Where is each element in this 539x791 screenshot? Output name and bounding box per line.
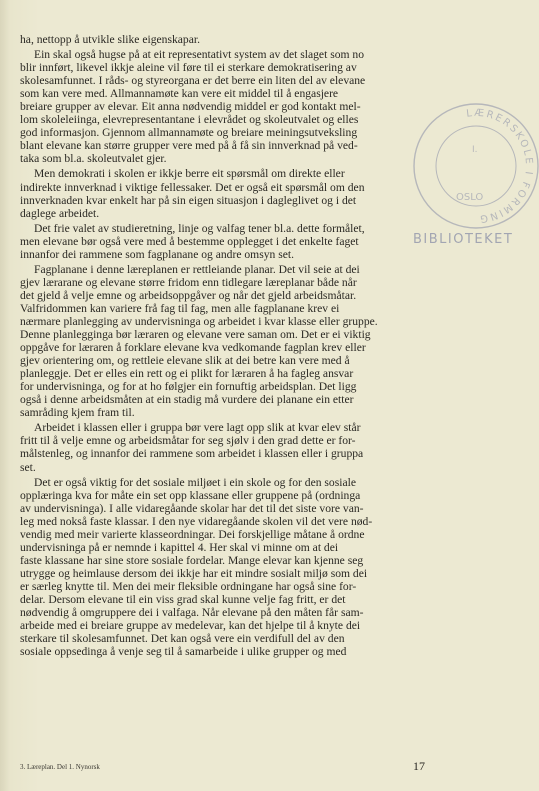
paragraph <box>20 476 523 659</box>
text-line: arbeide med ei breiare gruppe av medelevar, kan det hjelpe til å knyte dei <box>20 619 361 633</box>
text-line: som kan vere med. Allmannamøte kan vere eit middel til å engasjere <box>20 87 339 101</box>
text-line: innanfor dei rammene som fagplanane og andre omsyn set. <box>20 247 294 261</box>
text-line: skolesamfunnet. I råds- og styreorgana er det berre ein liten del av elevane <box>20 74 366 88</box>
text-line: blant elevane kan større grupper vere med på å få sin innverknad på ved- <box>20 139 358 153</box>
stamp-center-mark: I. <box>472 145 478 155</box>
text-line: undervisninga på er nemnde i kapittel 4. Her skal vi minne om at dei <box>20 540 339 554</box>
text-line: Valfridommen kan variere frå fag til fag, men alle fagplanane krev ei <box>20 301 340 315</box>
stamp-city: OSLO <box>456 192 484 203</box>
stamp-ring-text: LÆRERSKOLE I FORMING <box>465 107 535 225</box>
library-stamp-icon <box>408 98 539 234</box>
paragraph <box>20 263 523 420</box>
paragraph <box>20 33 523 46</box>
text-line: faste klassane har sine store sosiale fordelar. Mange elevar kan kjenne seg <box>20 553 364 567</box>
text-line: det gjeld å velje emne og arbeidsoppgåver og når det gjeld arbeidsmåtar. <box>20 288 357 302</box>
text-line: Men demokrati i skolen er ikkje berre eit spørsmål om direkte eller <box>34 167 345 181</box>
text-line: gjev orientering om, og rettleie elevane slik at dei betre kan vere med å <box>20 354 350 368</box>
text-line: for undervisninga, og for at ho følgjer ein fornuftig arbeidsplan. Det ligg <box>20 380 357 394</box>
text-line: er særleg knytte til. Men dei meir fleksible ordningane har også sine for- <box>20 579 357 593</box>
text-line: Det frie valet av studieretning, linje og valfag tener bl.a. dette formålet, <box>34 221 365 235</box>
text-line: nødvendig å omgruppere dei i valfaga. Når elevane på den måten får sam- <box>20 606 364 620</box>
text-line: men elevane bør også vere med å bestemme opplegget i det enkelte faget <box>20 234 359 248</box>
footer-caption: 3. Læreplan. Del 1. Nynorsk <box>20 763 100 771</box>
text-line: Det er også viktig for det sosiale miljøet i ein skole og for den sosiale <box>34 475 356 489</box>
text-line: leg med nokså faste klassar. I den nye vidaregåande skolen vil det vere nød- <box>20 514 373 528</box>
stamp-label: BIBLIOTEKET <box>413 232 514 247</box>
text-line: daglege arbeidet. <box>20 206 100 220</box>
text-line: delar. Dersom elevane til ein viss grad skal kunne velje fag fritt, er det <box>20 592 346 606</box>
text-line: Ein skal også hugse på at eit representativt system av det slaget som no <box>34 48 365 62</box>
text-line: målstenleg, og innanfor dei rammene som arbeidet i klassen eller i gruppa <box>20 447 364 461</box>
paragraph <box>20 421 523 473</box>
text-line: samråding kjem fram til. <box>20 406 135 420</box>
text-line: Denne planlegginga bør læraren og elevane vere saman om. Det er ei viktig <box>20 328 371 342</box>
text-line: planleggje. Det er elles ein rett og ei plikt for læraren å ha fagleg ansvar <box>20 367 354 381</box>
text-line: også i denne arbeidsmåten at ein stadig må vurdere dei planane ein etter <box>20 393 354 407</box>
text-line: set. <box>20 460 36 474</box>
text-line: blir innført, likevel ikkje aleine vil føre til ei sterkare demokratisering av <box>20 61 357 75</box>
text-line: ha, nettopp å utvikle slike eigenskapar. <box>20 33 200 46</box>
svg-text:LÆRERSKOLE I FORMING <box>466 108 534 224</box>
text-line: Fagplanane i denne læreplanen er rettleiande planar. Det vil seie at dei <box>34 262 360 276</box>
text-line: nærmare planlegging av undervisninga og arbeidet i kvar klasse eller gruppe. <box>20 314 378 328</box>
text-line: god informasjon. Gjennom allmannamøte og breiare meiningsutveksling <box>20 126 358 140</box>
text-line: lom skoleleiinga, elevrepresentantane i elevrådet og skoleutvalet og elles <box>20 113 359 127</box>
text-line: innverknaden kvar enkelt har på sin eigen situasjon i dagleglivet og i det <box>20 193 357 207</box>
text-line: oppgåve for læraren å forklare elevane kva vedkomande fagplan krev eller <box>20 341 366 355</box>
text-line: fritt til å velje emne og arbeidsmåtar for seg sjølv i den grad dette er for- <box>20 434 356 448</box>
text-line: Arbeidet i klassen eller i gruppa bør vere lagt opp slik at kvar elev står <box>34 421 361 435</box>
page-number: 17 <box>413 759 425 773</box>
text-line: gjev lærarane og elevane større fridom enn tidlegare læreplanar både når <box>20 275 357 289</box>
text-line: breiare grupper av elevar. Eit anna nødvendig middel er god kontakt mel- <box>20 100 361 114</box>
text-line: opplæringa kva for måte ein set opp klassane eller gruppene på (ordninga <box>20 488 361 502</box>
text-line: taka som bl.a. skoleutvalet gjer. <box>20 152 167 166</box>
text-line: vendig med meir varierte klasseordningar. Dei forskjellige måtane å ordne <box>20 527 365 541</box>
text-line: sterkare til skolesamfunnet. Det kan også vere ein verdifull del av den <box>20 632 345 646</box>
text-line: av undervisninga). I alle vidaregåande skolar har det til det siste vore van- <box>20 501 364 515</box>
text-line: sosiale oppsedinga å venje seg til å samarbeide i ulike grupper og med <box>20 645 347 659</box>
text-line: indirekte innverknad i viktige fellessaker. Det er også eit spørsmål om den <box>20 180 365 194</box>
text-line: utrygge og heimlause dersom dei ikkje har eit mindre sosialt miljø som dei <box>20 566 368 580</box>
